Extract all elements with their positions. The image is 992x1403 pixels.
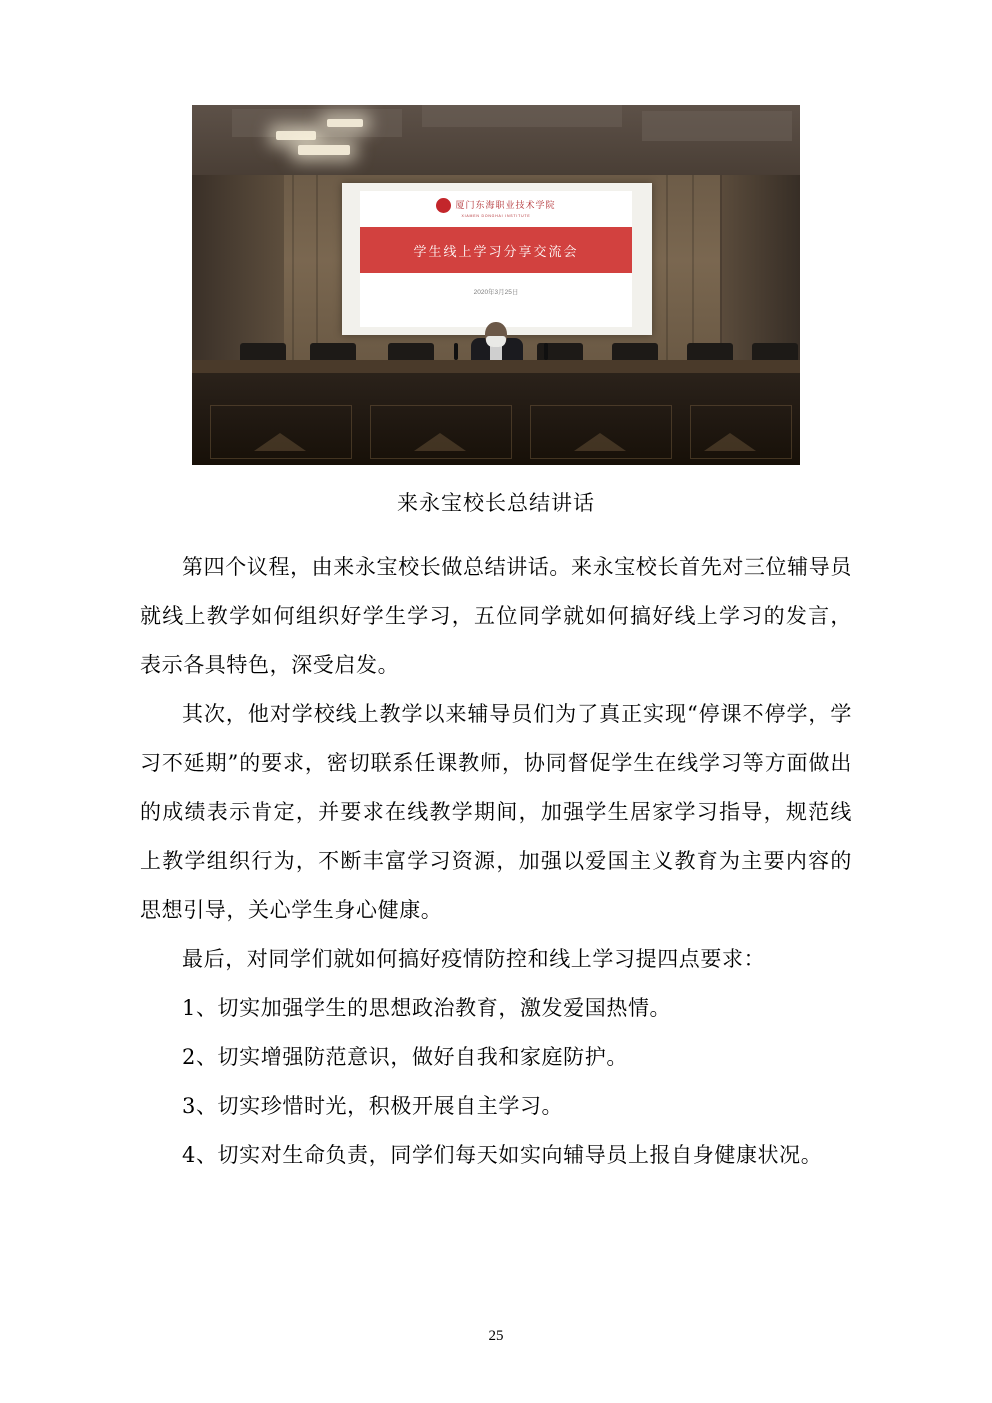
institute-name-cn: 厦门东海职业技术学院 [455,200,556,210]
slide-title-banner [360,227,632,273]
paragraph: 第四个议程，由来永宝校长做总结讲话。来永宝校长首先对三位辅导员就线上教学如何组织好学生学习，五位同学就如何搞好线上学习的发言，表示各具特色，深受启发。 [140,555,852,677]
figure-block [140,105,852,517]
page-number: 25 [488,1328,504,1344]
logo-mark-icon [436,198,451,213]
ceiling-light [298,145,350,155]
institute-logo [436,198,555,213]
desk-chevron [254,433,306,451]
slide-date: 2020年3月25日 [473,289,519,296]
ceiling-panel [422,105,622,127]
document-body [140,543,852,1180]
desk-top-surface [192,360,800,373]
wall-left-shadow [192,175,284,365]
list-item: 1、切实加强学生的思想政治教育，激发爱国热情。 [182,996,672,1020]
institute-name-en: XIAMEN DONGHAI INSTITUTE [461,214,531,218]
ceiling-light [327,119,363,127]
face-mask-icon [486,336,506,347]
presentation-slide [360,191,632,327]
list-item: 2、切实增强防范意识，做好自我和家庭防护。 [182,1045,628,1069]
ceiling-light [276,131,316,140]
projection-screen [342,183,652,335]
conference-desk [192,360,800,465]
wall-right-shadow [720,175,800,365]
paragraph: 最后，对同学们就如何搞好疫情防控和线上学习提四点要求： [182,947,766,971]
desk-chevron [704,433,756,451]
figure-caption: 来永宝校长总结讲话 [397,491,595,515]
ceiling-panel [642,111,792,141]
desk-chevron [414,433,466,451]
microphone-icon [544,343,548,360]
list-item: 4、切实对生命负责，同学们每天如实向辅导员上报自身健康状况。 [182,1143,823,1167]
microphone-icon [454,343,458,360]
conference-room-photo [192,105,800,465]
paragraph: 其次，他对学校线上教学以来辅导员们为了真正实现“停课不停学，学习不延期”的要求，密切联系任课教师，协同督促学生在线学习等方面做出的成绩表示肯定，并要求在线教学期间，加强学生居家学习指导，规范线上教学组织行为，不断丰富学习资源，加强以爱国主义教育为主要内容的思想引导，关心学生身心健康。 [140,702,852,922]
ceiling-panel [232,109,402,137]
slide-title: 学生线上学习分享交流会 [413,243,579,259]
desk-chevron [574,433,626,451]
list-item: 3、切实珍惜时光，积极开展自主学习。 [182,1094,564,1118]
